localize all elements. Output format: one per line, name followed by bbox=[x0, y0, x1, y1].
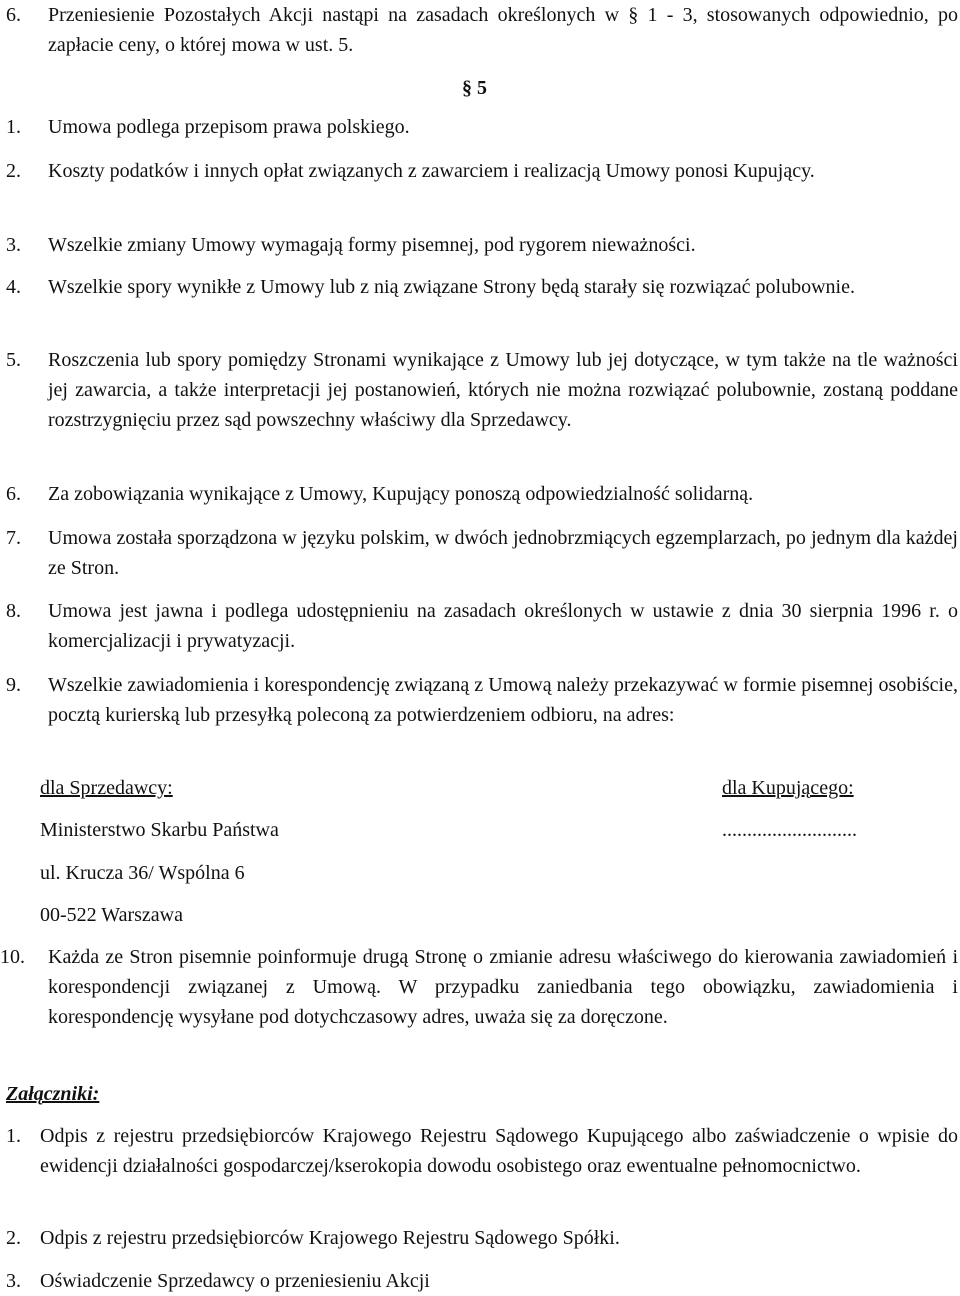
clause-8 bbox=[0, 596, 958, 656]
clause-number: 6. bbox=[6, 483, 21, 505]
clause-3 bbox=[0, 230, 958, 260]
clause-number: 1. bbox=[6, 116, 21, 138]
attachment-number: 1. bbox=[6, 1125, 21, 1147]
clause-number: 2. bbox=[6, 160, 21, 182]
clause-text: Roszczenia lub spory pomiędzy Stronami wynikające z Umowy lub jej dotyczące, w tym także na tle ważności jej zawarcia, a także interpretacji jej postanowień, których nie można rozwiązać polubownie, zostaną poddane rozstrzygnięciu przez sąd powszechny właściwy dla Sprzedawcy. bbox=[48, 349, 958, 431]
item-number: 6. bbox=[6, 4, 21, 26]
clause-number: 5. bbox=[6, 349, 21, 371]
attachments-heading: Załączniki: bbox=[6, 1083, 100, 1105]
clause-1 bbox=[0, 112, 958, 142]
clause-text: Za zobowiązania wynikające z Umowy, Kupujący ponoszą odpowiedzialność solidarną. bbox=[48, 483, 754, 505]
attachment-text: Odpis z rejestru przedsiębiorców Krajowego Rejestru Sądowego Spółki. bbox=[40, 1227, 620, 1249]
clause-4 bbox=[0, 272, 958, 332]
attachment-number: 2. bbox=[6, 1227, 21, 1249]
clause-number: 10. bbox=[0, 946, 25, 968]
clause-5 bbox=[0, 345, 958, 465]
clause-text: Umowa podlega przepisom prawa polskiego. bbox=[48, 116, 410, 138]
attachment-text: Odpis z rejestru przedsiębiorców Krajowego Rejestru Sądowego Kupującego albo zaświadczenie o wpisie do ewidencji działalności gospodarczej/kserokopia dowodu osobistego oraz ewentualne pełnomocnictwo. bbox=[40, 1125, 958, 1177]
clause-text: Wszelkie zawiadomienia i korespondencję związaną z Umową należy przekazywać w formie pisemnej osobiście, pocztą kurierską lub przesyłką poleconą za potwierdzeniem odbioru, na adres: bbox=[48, 674, 958, 726]
clause-number: 7. bbox=[6, 527, 21, 549]
clause-2 bbox=[0, 156, 958, 216]
seller-street: ul. Krucza 36/ Wspólna 6 bbox=[40, 862, 245, 884]
seller-name: Ministerstwo Skarbu Państwa bbox=[40, 819, 279, 841]
clause-number: 8. bbox=[6, 600, 21, 622]
attachment-text: Oświadczenie Sprzedawcy o przeniesieniu Akcji bbox=[40, 1270, 430, 1292]
item-text: Przeniesienie Pozostałych Akcji nastąpi na zasadach określonych w § 1 - 3, stosowanych odpowiednio, po zapłacie ceny, o której mowa w ust. 5. bbox=[48, 4, 958, 56]
buyer-label: dla Kupującego: bbox=[722, 777, 854, 799]
attachment-number: 3. bbox=[6, 1270, 21, 1292]
clause-text: Umowa jest jawna i podlega udostępnieniu na zasadach określonych w ustawie z dnia 30 sierpnia 1996 r. o komercjalizacji i prywatyzacji. bbox=[48, 600, 958, 652]
clause-10 bbox=[0, 942, 958, 1062]
previous-section-item-6 bbox=[0, 0, 958, 60]
clause-6 bbox=[0, 479, 958, 509]
clause-text: Każda ze Stron pisemnie poinformuje drugą Stronę o zmianie adresu właściwego do kierowania zawiadomień i korespondencji związanej z Umową. W przypadku zaniedbania tego obowiązku, zawiadomienia i korespondencję wysyłane pod dotychczasowy adres, uważa się za doręczone. bbox=[48, 946, 958, 1028]
seller-city: 00-522 Warszawa bbox=[40, 904, 183, 926]
section-heading: § 5 bbox=[462, 77, 487, 99]
clause-text: Wszelkie spory wynikłe z Umowy lub z nią związane Strony będą starały się rozwiązać polubownie. bbox=[48, 276, 855, 298]
clause-number: 3. bbox=[6, 234, 21, 256]
clause-number: 4. bbox=[6, 276, 21, 298]
buyer-name-placeholder: ........................... bbox=[722, 819, 857, 841]
clause-number: 9. bbox=[6, 674, 21, 696]
clause-text: Wszelkie zmiany Umowy wymagają formy pisemnej, pod rygorem nieważności. bbox=[48, 234, 696, 256]
clause-text: Umowa została sporządzona w języku polskim, w dwóch jednobrzmiących egzemplarzach, po jednym dla każdej ze Stron. bbox=[48, 527, 958, 579]
clause-7 bbox=[0, 523, 958, 583]
clause-9 bbox=[0, 670, 958, 760]
seller-label: dla Sprzedawcy: bbox=[40, 777, 173, 799]
clause-text: Koszty podatków i innych opłat związanych z zawarciem i realizacją Umowy ponosi Kupujący. bbox=[48, 160, 815, 182]
